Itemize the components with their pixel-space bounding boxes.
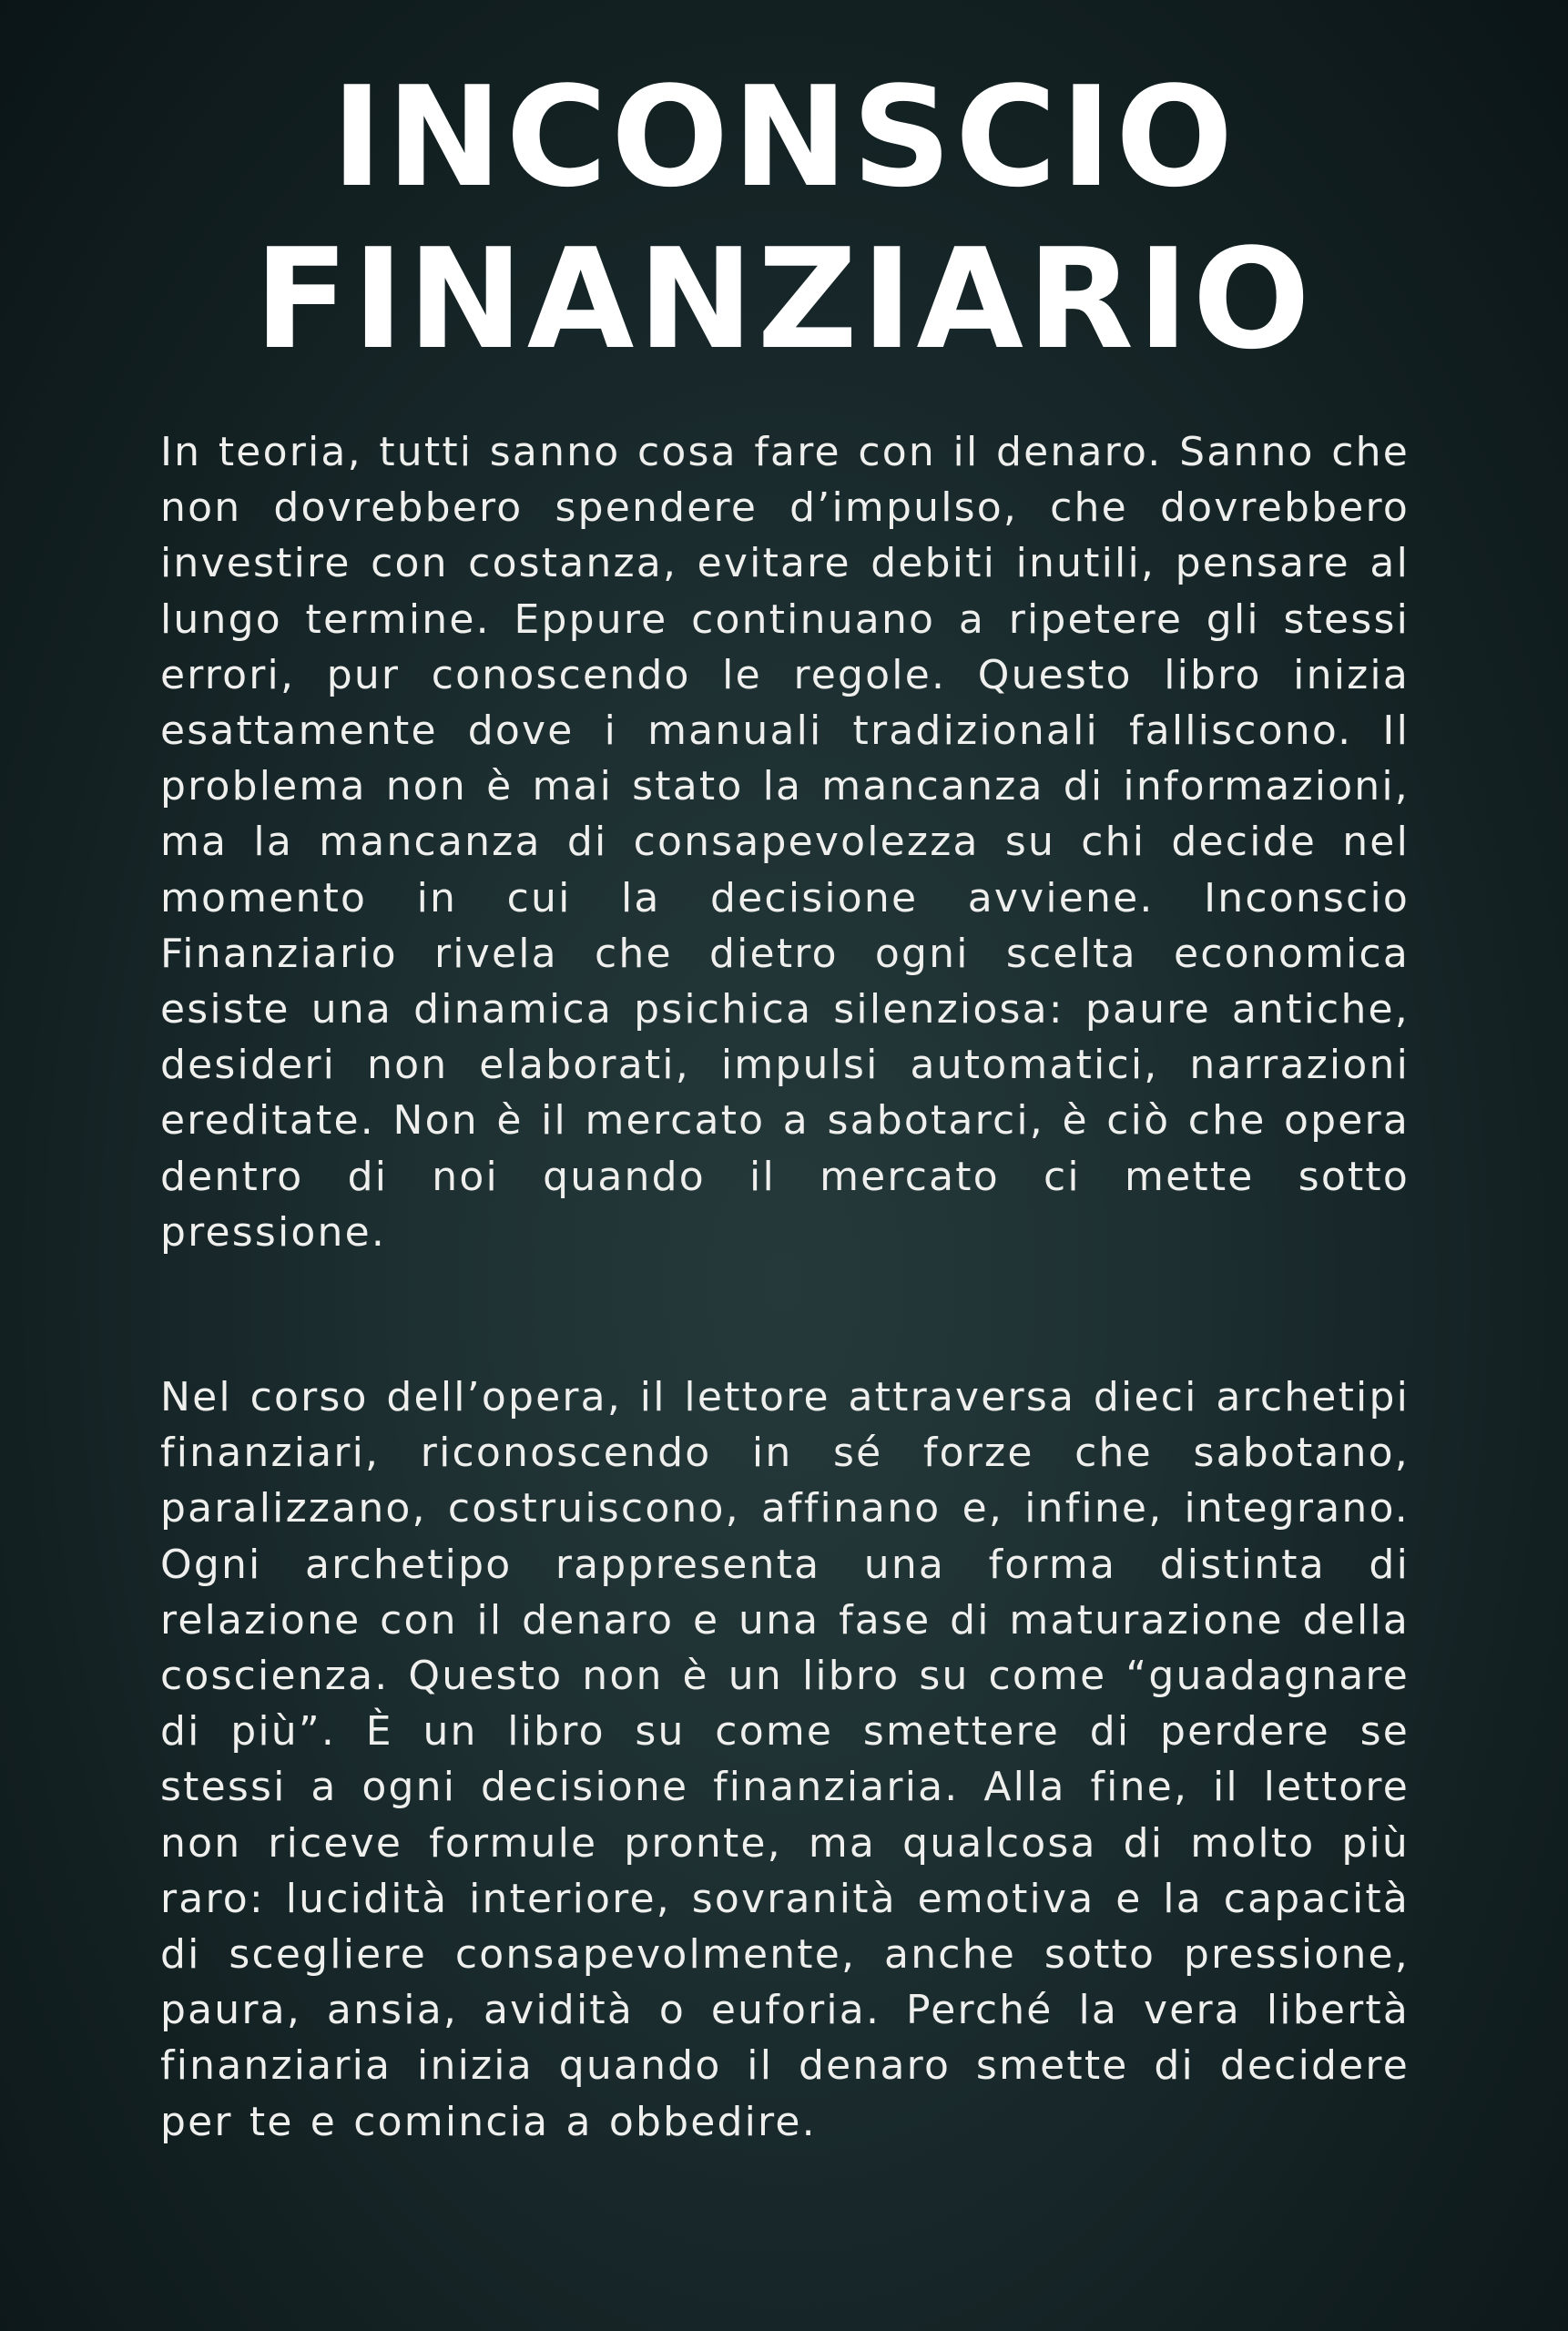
- book-title-line-2: FINANZIARIO: [254, 219, 1314, 380]
- blurb-paragraph-2: Nel corso dell’opera, il lettore attraversa dieci archetipi finanziari, riconoscendo in sé forze che sabotano, paralizzano, costruiscono, affinano e, infine, integrano. Ogni archetipo rappresenta una forma distinta di relazione con il denaro e una fase di maturazione della coscienza. Questo non è un libro su come “guadagnare di più”. È un libro su come smettere di perdere se stessi a ogni decisione finanziaria. Alla fine, il lettore non riceve formule pronte, ma qualcosa di molto più raro: lucidità interiore, sovranità emotiva e la capacità di scegliere consapevolmente, anche sotto pressione, paura, ansia, avidità o euforia. Perché la vera libertà finanziaria inizia quando il denaro smette di decidere per te e comincia a obbedire.: [160, 1374, 1410, 2145]
- blurb-paragraph-1: In teoria, tutti sanno cosa fare con il denaro. Sanno che non dovrebbero spendere d’impulso, che dovrebbero investire con costanza, evitare debiti inutili, pensare al lungo termine. Eppure continuano a ripetere gli stessi errori, pur conoscendo le regole. Questo libro inizia esattamente dove i manuali tradizionali falliscono. Il problema non è mai stato la mancanza di informazioni, ma la mancanza di consapevolezza su chi decide nel momento in cui la decisione avviene. Inconscio Finanziario rivela che dietro ogni scelta economica esiste una dinamica psichica silenziosa: paure antiche, desideri non elaborati, impulsi automatici, narrazioni ereditate. Non è il mercato a sabotarci, è ciò che opera dentro di noi quando il mercato ci mette sotto pressione.: [160, 429, 1410, 1256]
- book-title: [0, 56, 1568, 381]
- book-title-line-1: INCONSCIO: [331, 56, 1237, 218]
